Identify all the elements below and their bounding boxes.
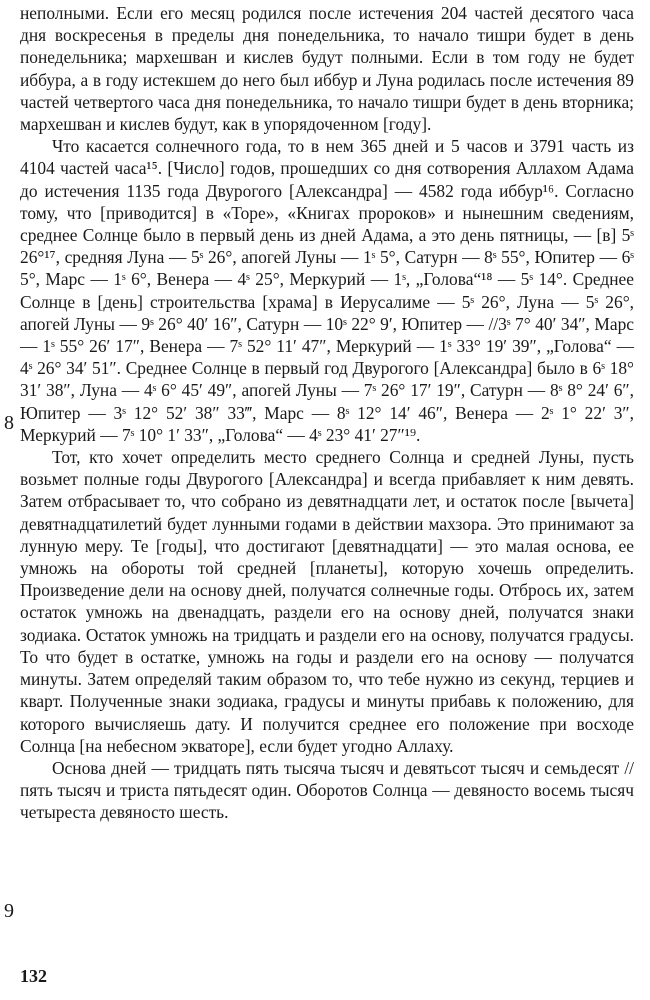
paragraph-3: Тот, кто хочет определить место среднего Солнца и средней Луны, пусть возьмет полные годы Двурогого [Александра] и всегда прибавляет к ним девять. Затем отбрасывает то, что собрано из девятнадцати лет, и остаток после [вычета] девятнадцатилетий будет лунными годами в действии махзора. Это принимают за лунную меру. Те [годы], что достигают [девятнадцати] — это малая основа, ее умножь на обороты той средней [планеты], которую хочешь определить. Произведение дели на основу дней, получатся солнечные годы. Отбрось их, затем остаток умножь на двенадцать, раздели его на основу дней, получатся знаки зодиака. Остаток умножь на тридцать и раздели его на основу, получатся градусы. То что будет в остатке, умножь на годы и раздели его на основу — получатся минуты. Затем определяй таким образом то, что тебе нужно из секунд, терциев и кварт. Полученные знаки зодиака, градусы и минуты прибавь к положению, для которого вычисляешь дату. И получится среднее его положение при восходе Солнца [на небесном экваторе], если будет угодно Аллаху.	[20, 447, 634, 756]
body-text	[20, 2, 634, 824]
paragraph-2: Что касается солнечного года, то в нем 365 дней и 5 часов и 3791 часть из 4104 частей часа¹⁵. [Число] годов, прошедших со дня сотворения Аллахом Адама до истечения 1135 года Двурогого [Александра] — 4582 года иббур¹⁶. Согласно тому, что [приводится] в «Торе», «Книгах пророков» и нынешним сведениям, среднее Солнце было в первый день из дней Адама, а это день пятницы, — [в] 5ˢ 26°¹⁷, средняя Луна — 5ˢ 26°, апогей Луны — 1ˢ 5°, Сатурн — 8ˢ 55°, Юпитер — 6ˢ 5°, Марс — 1ˢ 6°, Венера — 4ˢ 25°, Меркурий — 1ˢ, „Голова“¹⁸ — 5ˢ 14°. Среднее Солнце в [день] строительства [храма] в Иерусалиме — 5ˢ 26°, Луна — 5ˢ 26°, апогей Луны — 9ˢ 26° 40′ 16″, Сатурн — 10ˢ 22° 9′, Юпитер — //3ˢ 7° 40′ 34″, Марс — 1ˢ 55° 26′ 17″, Венера — 7ˢ 52° 11′ 47″, Меркурий — 1ˢ 33° 19′ 39″, „Голова“ — 4ˢ 26° 34′ 51″. Среднее Солнце в первый год Двурогого [Александра] было в 6ˢ 18° 31′ 38″, Луна — 4ˢ 6° 45′ 49″, апогей Луны — 7ˢ 26° 17′ 19″, Сатурн — 8ˢ 8° 24′ 6″, Юпитер — 3ˢ 12° 52′ 38″ 33‴, Марс — 8ˢ 12° 14′ 46″, Венера — 2ˢ 1° 22′ 3″, Меркурий — 7ˢ 10° 1′ 33″, „Голова“ — 4ˢ 23° 41′ 27″¹⁹.	[20, 136, 634, 445]
paragraph-4: Основа дней — тридцать пять тысяча тысяч и девятьсот тысяч и семьдесят // пять тысяч и триста пятьдесят один. Оборотов Солнца — девяносто восемь тысяч четыреста девяносто шесть.	[20, 757, 634, 823]
marginal-number-9: 9	[4, 900, 14, 922]
paragraph-1: неполными. Если его месяц родился после истечения 204 частей десятого часа дня воскресенья в пределы дня понедельника, то начало тишри будет в день понедельника; мархешван и кислев будут полными. Если в том году не будет иббура, а в году истекшем до него был иббур и Луна родилась после истечения 89 частей четвертого часа дня понедельника, то начало тишри будет в день вторника; мархешван и кислев будут, как в упорядоченном [году].	[20, 3, 634, 135]
marginal-number-8: 8	[4, 412, 14, 434]
page-number: 132	[20, 966, 47, 986]
